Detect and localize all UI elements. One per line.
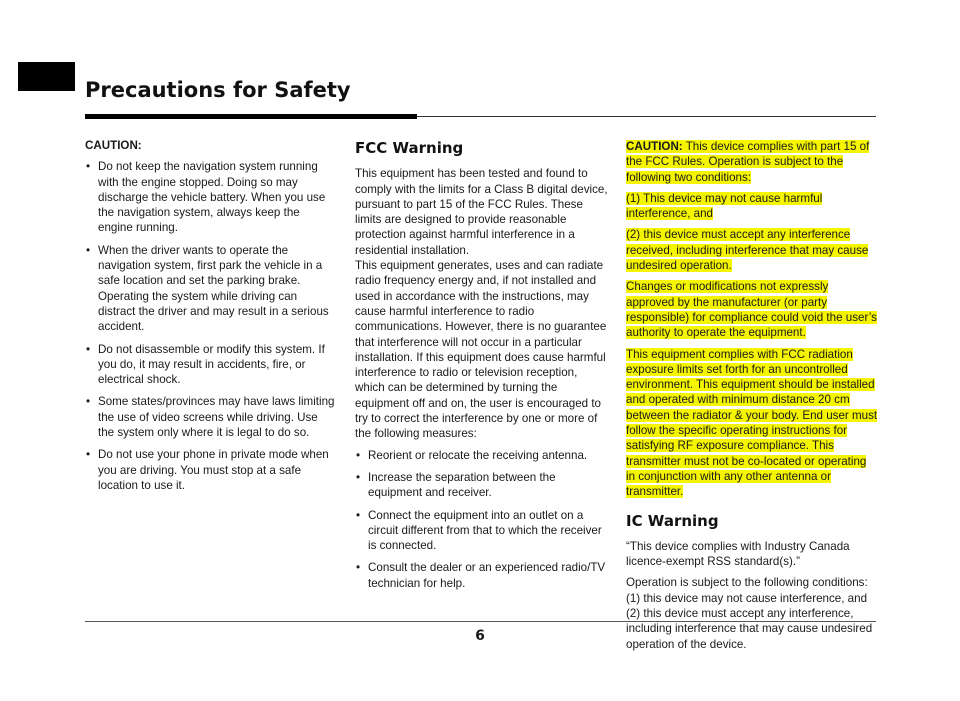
fcc-caution-paragraph <box>626 139 878 185</box>
caution-list <box>85 159 337 493</box>
caution-item: • When the driver wants to operate the navigation system, first park the vehicle in a safe location and set the parking brake. Operating the system while driving can distract the driver and may result in a serious accident. <box>85 243 337 335</box>
radiation-exposure-notice: This equipment complies with FCC radiation exposure limits set forth for an uncontrolled environment. This equipment should be installed and operated with minimum distance 20 cm between the radiator & your body. End user must follow the specific operating instructions for satisfying RF exposure compliance. This transmitter must not be co-located or operating in conjunction with any other antenna or transmitter. <box>626 347 878 499</box>
caution-item: • Do not keep the navigation system running with the engine stopped. Doing so may discharge the vehicle battery. When you use the navigation system, always keep the engine running. <box>85 159 337 235</box>
ic-paragraph: “This device complies with Industry Canada licence-exempt RSS standard(s).” <box>626 539 850 569</box>
fcc-warning-column <box>355 141 610 598</box>
condition-two: (2) this device must accept any interference received, including interference that may cause undesired operation. <box>626 228 869 273</box>
page-number: 6 <box>475 628 485 644</box>
fcc-measure-item: • Reorient or relocate the receiving antenna. <box>355 448 610 463</box>
fcc-paragraph: This equipment generates, uses and can radiate radio frequency energy and, if not installed and used in accordance with the instructions, may cause harmful interference to radio communications. However, there is no guarantee that interference will not occur in a particular installation. If this equipment does cause harmful interference to radio or television reception, which can be determined by turning the equipment off and on, the user is encouraged to try to correct the interference by one or more of the following measures: <box>355 259 607 441</box>
footer-divider <box>85 621 876 622</box>
title-accent-bar <box>85 114 417 119</box>
condition-one: (1) This device may not cause harmful interference, and <box>626 191 823 221</box>
fcc-measures-list <box>355 448 610 591</box>
caution-column <box>85 138 337 500</box>
fcc-caution-label: CAUTION: <box>626 140 683 153</box>
ic-paragraph: Operation is subject to the following conditions: (1) this device may not cause interference, and (2) this device must accept any interference, including interference that may cause undesired operation of the device. <box>626 576 873 651</box>
caution-item: • Do not use your phone in private mode when you are driving. You must stop at a safe location to use it. <box>85 447 337 493</box>
fcc-measure-item: • Connect the equipment into an outlet on a circuit different from that to which the receiver is connected. <box>355 508 610 554</box>
modifications-notice: Changes or modifications not expressly approved by the manufacturer (or party responsible) for compliance could void the user’s authority to operate the equipment. <box>626 280 877 340</box>
chapter-tab-marker <box>18 62 75 91</box>
page-title: Precautions for Safety <box>85 78 351 102</box>
fcc-measure-item: • Consult the dealer or an experienced radio/TV technician for help. <box>355 560 610 591</box>
caution-item: • Do not disassemble or modify this system. If you do, it may result in accidents, fire, or electrical shock. <box>85 342 337 388</box>
fcc-measure-item: • Increase the separation between the equipment and receiver. <box>355 470 610 501</box>
compliance-column <box>626 139 878 658</box>
fcc-caution-text: This device complies with part 15 of the FCC Rules. Operation is subject to the following two conditions: <box>626 140 870 184</box>
caution-label: CAUTION: <box>85 139 142 152</box>
fcc-paragraph: This equipment has been tested and found to comply with the limits for a Class B digital device, pursuant to part 15 of the FCC Rules. These limits are designed to provide reasonable protection against harmful interference in a residential installation. <box>355 167 608 257</box>
ic-heading: IC Warning <box>626 511 719 530</box>
fcc-heading: FCC Warning <box>355 139 464 157</box>
caution-item: • Some states/provinces may have laws limiting the use of video screens while driving. Use the system only where it is legal to do so. <box>85 394 337 440</box>
